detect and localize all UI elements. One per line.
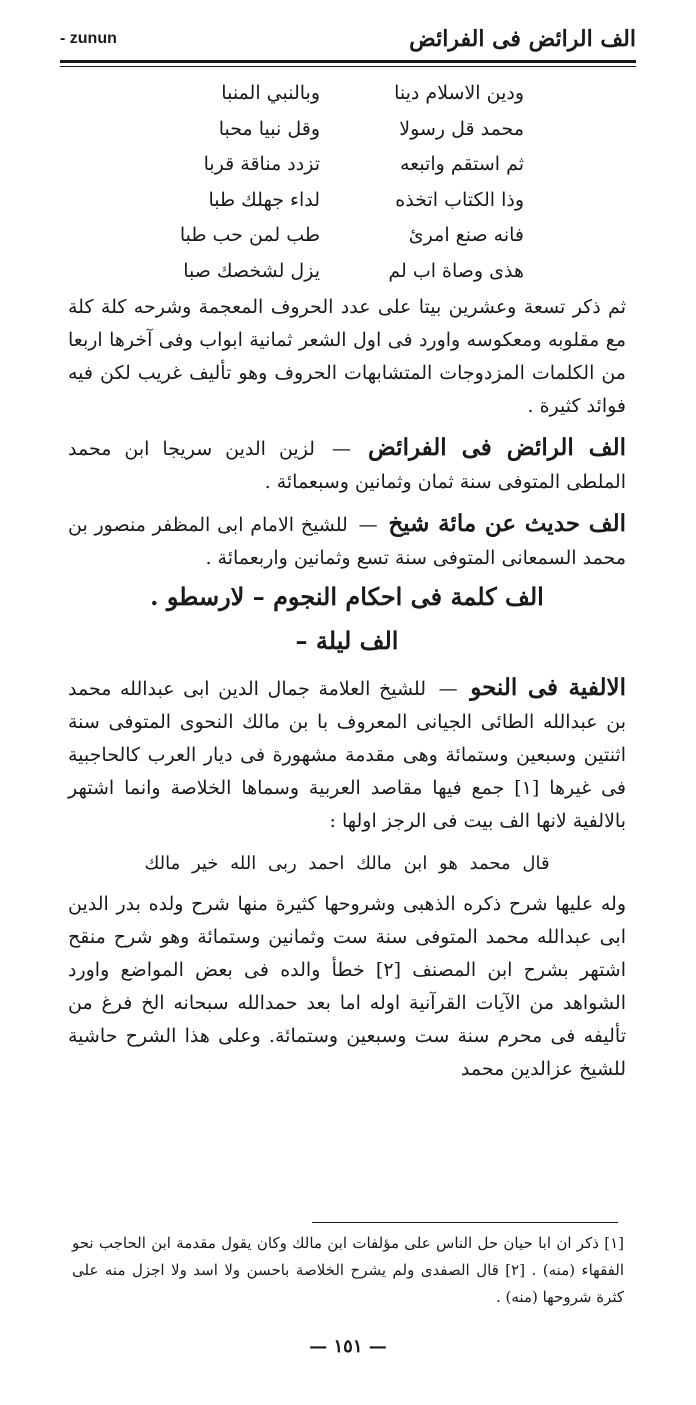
verse-second-hemistich: لداء جهلك طبا [208, 188, 320, 211]
entry-heading: الالفية فى النحو [470, 674, 626, 701]
verse-line [68, 112, 626, 148]
entry-text: لزين الدين سريجا ابن محمد الملطى المتوفى سنة ثمان وثمانين وسبعمائة . [68, 438, 626, 493]
verse-second-hemistich: وقل نبيا محبا [218, 117, 320, 140]
entry-text: للشيخ الامام ابى المظفر منصور بن محمد السمعانى المتوفى سنة تسع وثمانين واربعمائة . [68, 514, 626, 569]
verse-second-hemistich: يزل لشخصك صبا [183, 259, 320, 282]
footnote-rule [312, 1222, 618, 1223]
verse-second-hemistich: وبالنبي المنبا [221, 82, 320, 104]
running-header [60, 22, 636, 56]
poem-verses [68, 70, 626, 291]
verse-line [68, 218, 626, 254]
verse-second-hemistich: طب لمن حب طبا [179, 224, 320, 246]
quoted-verse: قال محمد هو ابن مالك احمد ربى الله خير مالك [144, 853, 550, 874]
entry-text: للشيخ العلامة جمال الدين ابى عبدالله محمد بن عبدالله الطائى الجيانى المعروف با بن مالك النحوى المتوفى سنة اثنتين وسبعين وستمائة وهى مقدمة مشهورة فى ديار العرب كالحاجبية فى غيرها [١] جمع فيها مقاصد العربية وسماها الخلاصة وانما اشتهر بالالفية لانها الف بيت فى الرجز اولها : [68, 678, 626, 832]
verse-line [68, 76, 626, 112]
verse-first-hemistich: وذا الكتاب اتخذه [395, 188, 524, 211]
page-number: — ١٥١ — [309, 1336, 387, 1357]
header-rule-thin [60, 66, 636, 67]
header-rule-thick [60, 60, 636, 63]
verse-first-hemistich: محمد قل رسولا [399, 117, 524, 140]
entry-alf-al-raid: الف الرائض فى الفرائض — لزين الدين سريجا ابن محمد الملطى المتوفى سنة ثمان وثمانين وسبعمائة . [68, 434, 626, 493]
verse-second-hemistich: تزدد مناقة قربا [203, 153, 320, 175]
verse-first-hemistich: هذى وصاة اب لم [388, 259, 524, 282]
entry-alf-layla: الف ليلة – [295, 626, 399, 655]
entry-alfiyya: الالفية فى النحو — للشيخ العلامة جمال الدين ابى عبدالله محمد بن عبدالله الطائى الجيانى المعروف با بن مالك النحوى المتوفى سنة اثنتين وسبعين وستمائة وهى مقدمة مشهورة فى ديار العرب كالحاجبية فى غيرها [١] جمع فيها مقاصد العربية وسماها الخلاصة وانما اشتهر بالالفية لانها الف بيت فى الرجز اولها : [68, 674, 626, 832]
paragraph-intro: ثم ذكر تسعة وعشرين بيتا على عدد الحروف المعجمة وشرحه كلة كلة مع مقلوبه ومعكوسه واورد فى اول الشعر ثمانية ابواب وفى آخرها اربعا من الكلمات المزدوجات المتشابهات الحروف وهو تأليف غريب لكن فيه فوائد كثيرة . [68, 296, 626, 417]
entry-heading: الف حديث عن مائة شيخ [388, 510, 626, 537]
page-body [68, 70, 626, 1086]
verse-line [68, 147, 626, 183]
entry-heading: الف الرائض فى الفرائض [367, 434, 626, 461]
footnotes: [١] ذكر ان ابا حيان حل الناس على مؤلفات ابن مالك وكان يقول مقدمة ابن الحاجب نحو الفقهاء (منه) . [٢] قال الصفدى ولم يشرح الخلاصة باحسن ولا اسد ولا اجزل منه على كثرة شروحها (منه) . [72, 1234, 624, 1306]
verse-line [68, 254, 626, 290]
paragraph-commentary: وله عليها شرح ذكره الذهبى وشروحها كثيرة منها شرح ولده بدر الدين ابى عبدالله محمد المتوفى سنة ست وثمانين وستمائة وهو شرح منقح اشتهر بشرح ابن المصنف [٢] خطأ والده فى بعض المواضع واورد الشواهد من الآيات القرآنية اوله اما بعد حمدالله سبحانه الخ فرغ من تأليفه فى محرم سنة ست وسبعين وستمائة. وعلى هذا الشرح حاشية للشيخ عزالدين محمد [68, 893, 626, 1080]
verse-first-hemistich: فانه صنع امرئ [408, 224, 524, 246]
verse-first-hemistich: ثم استقم واتبعه [399, 153, 524, 175]
header-left-text: - zunun [60, 30, 117, 47]
verse-first-hemistich: ودين الاسلام دينا [394, 82, 524, 104]
header-title: الف الرائض فى الفرائض [409, 26, 636, 52]
entry-alf-kalima: الف كلمة فى احكام النجوم – لارسطو . [150, 582, 544, 611]
verse-line [68, 183, 626, 219]
entry-alf-hadith: الف حديث عن مائة شيخ — للشيخ الامام ابى المظفر منصور بن محمد السمعانى المتوفى سنة تسع وثمانين واربعمائة . [68, 510, 626, 569]
